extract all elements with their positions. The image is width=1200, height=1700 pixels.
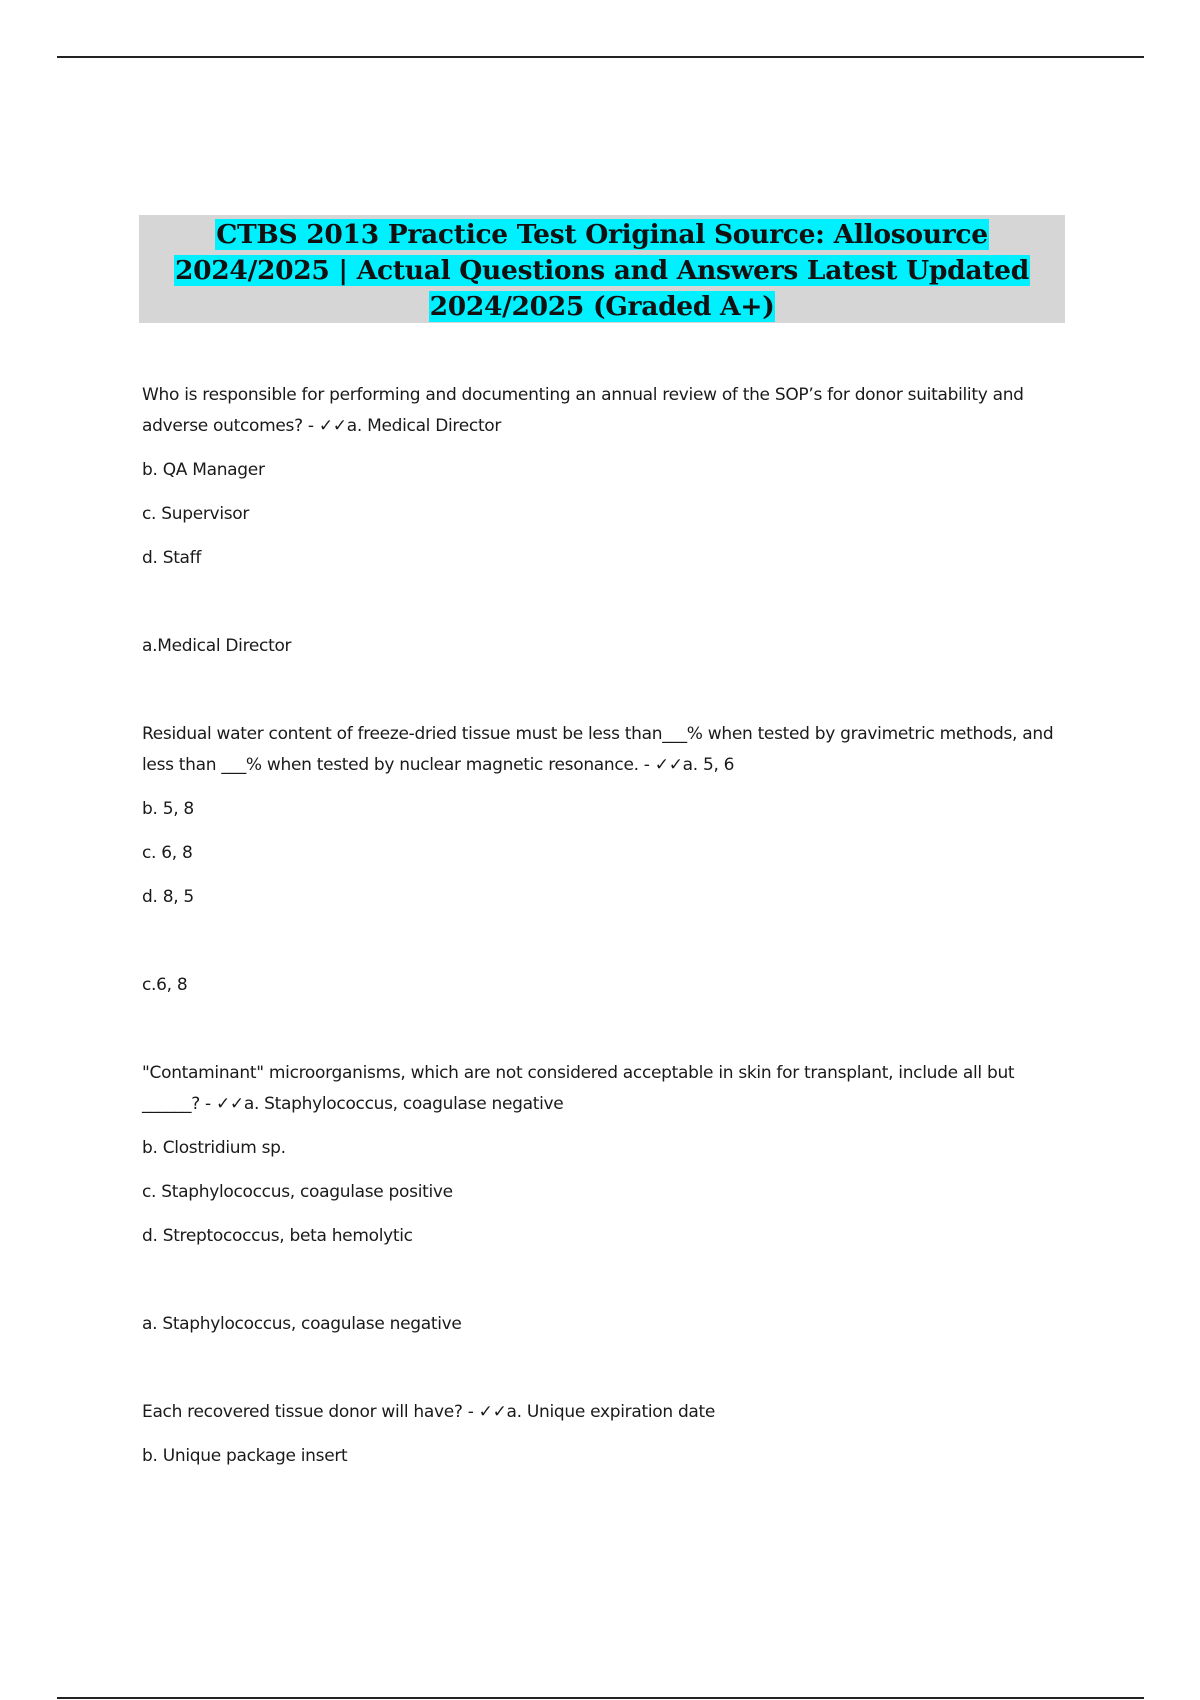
answer-text: a. Staphylococcus, coagulase negative	[142, 1314, 462, 1334]
option: d. Staff	[142, 548, 202, 568]
option: c. Staphylococcus, coagulase positive	[142, 1182, 453, 1202]
option: d. Streptococcus, beta hemolytic	[142, 1226, 413, 1246]
header-rule	[57, 56, 1144, 58]
question-block	[142, 1397, 1062, 1472]
question-text: Each recovered tissue donor will have? - ✓✓a. Unique expiration date	[142, 1402, 716, 1422]
option: d. 8, 5	[142, 887, 194, 907]
document-title	[139, 215, 1065, 323]
option: c. 6, 8	[142, 843, 193, 863]
option: b. Clostridium sp.	[142, 1138, 286, 1158]
answer-text: a.Medical Director	[142, 636, 292, 656]
option: b. Unique package insert	[142, 1446, 348, 1466]
option: b. 5, 8	[142, 799, 194, 819]
answer-text: c.6, 8	[142, 975, 188, 995]
option: b. QA Manager	[142, 460, 265, 480]
document-body	[142, 380, 1062, 1485]
question-text: Residual water content of freeze-dried tissue must be less than___% when tested by gravimetric methods, and less than ___% when tested by nuclear magnetic resonance. - ✓✓a. 5, 6	[142, 724, 1054, 775]
question-block	[142, 380, 1062, 719]
footer-rule	[57, 1697, 1144, 1699]
option: c. Supervisor	[142, 504, 250, 524]
question-block	[142, 1058, 1062, 1397]
question-block	[142, 719, 1062, 1058]
question-text: Who is responsible for performing and documenting an annual review of the SOP’s for donor suitability and adverse outcomes? - ✓✓a. Medical Director	[142, 385, 1024, 436]
question-text: "Contaminant" microorganisms, which are not considered acceptable in skin for transplant, include all but ______? - ✓✓a. Staphylococcus, coagulase negative	[142, 1063, 1015, 1114]
title-text: CTBS 2013 Practice Test Original Source: Allosource 2024/2025 | Actual Questions and Answers Latest Updated 2024/2025 (Graded A+)	[175, 219, 1029, 322]
